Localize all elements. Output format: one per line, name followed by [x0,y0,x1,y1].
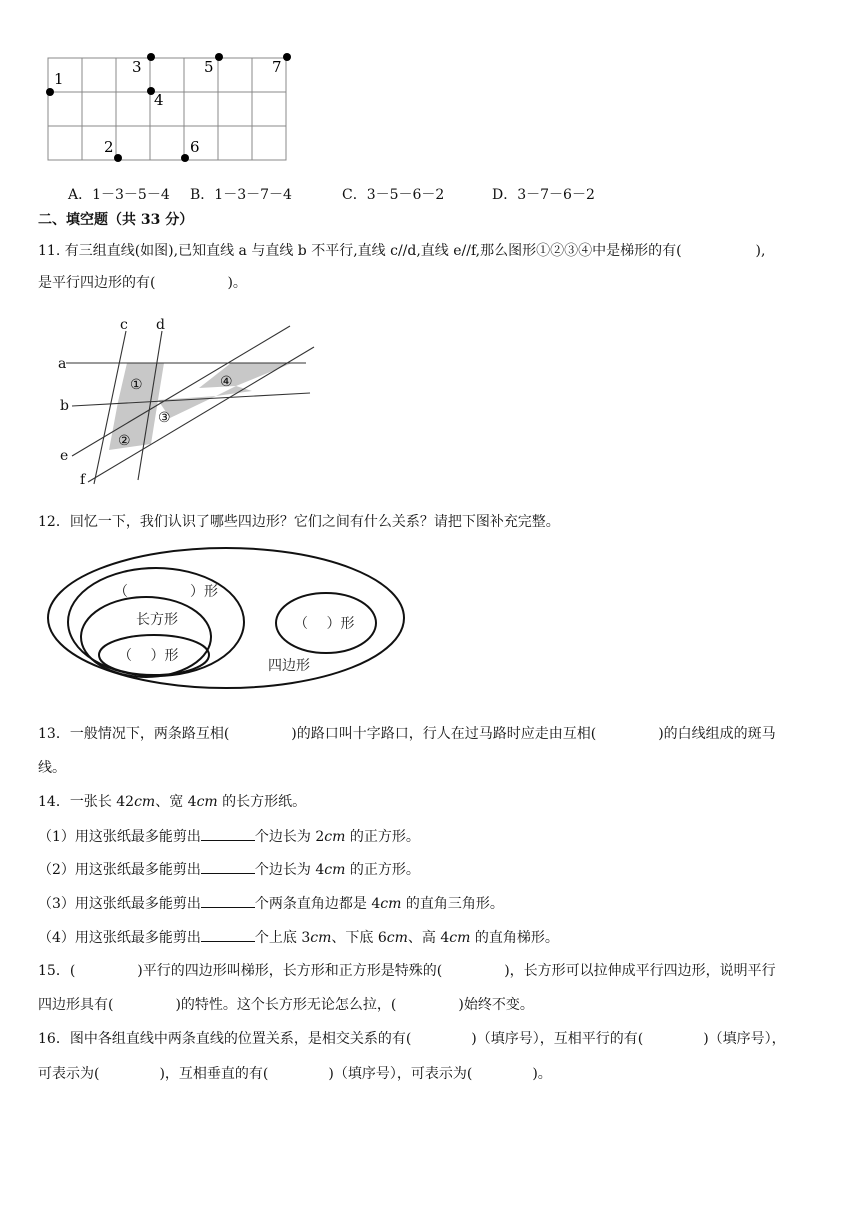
q14-item-4-unit-1: cm [310,930,332,946]
q13-text-b: )的路口叫十字路口，行人在过马路时应走由互相( [291,726,597,742]
grid-label-7: 7 [272,58,282,76]
q12-inner-label: （ ）形 [118,648,179,664]
q11-label-c: c [120,317,128,333]
q15-l2-c: )始终不变。 [458,997,534,1013]
q11-line2 [38,273,247,293]
q14-stem-a: 14．一张长 42 [38,794,135,810]
q14-item-1-blank[interactable] [201,826,255,841]
q15-l1-a: 15．( [38,963,76,979]
q14-item-3-pre: （3）用这张纸最多能剪出 [38,896,201,912]
q11-label-e: e [60,448,69,464]
q12-right-label: （ ）形 [294,616,355,632]
q14-item-4-c: 、高 4 [407,930,450,946]
q11-line1 [38,241,765,261]
q12-outer-label: 四边形 [268,658,310,674]
q11-region-1: ① [130,377,143,393]
q14-item-1 [38,826,420,847]
q11-region-3: ③ [158,410,171,426]
q11-label-f: f [80,472,86,488]
q15-line2 [38,995,534,1015]
q14-item-1-unit: cm [324,829,346,845]
q10-option-d[interactable]: D．3－7－6－2 [492,187,595,203]
q14-item-1-post-a: 个边长为 2 [254,829,325,845]
grid-label-4: 4 [154,91,164,109]
q15-line1 [38,961,776,981]
q14-item-4-d: 的直角梯形。 [470,930,559,946]
q11-label-d: d [156,317,165,333]
q11-label-b: b [60,398,69,414]
grid-point-1 [46,88,54,96]
q14-item-2 [38,859,420,880]
grid-label-5: 5 [204,58,214,76]
q14-item-4-b: 、下底 6 [331,930,387,946]
q14-stem-c: 的长方形纸。 [217,794,307,810]
q13-line1 [38,724,776,744]
q12-rect-label: 长方形 [136,612,178,628]
q13-text-a: 13．一般情况下，两条路互相( [38,726,230,742]
q12-mid-label-close: ）形 [190,584,218,600]
q14-item-2-post-a: 个边长为 4 [254,862,325,878]
q12-mid-label-open: （ [114,584,128,600]
q14-item-3-post-b: 的直角三角形。 [401,896,504,912]
q14-item-1-post-b: 的正方形。 [345,829,420,845]
q14-item-2-pre: （2）用这张纸最多能剪出 [38,862,201,878]
grid-point-5 [215,53,223,61]
q14-stem-b: 、宽 4 [155,794,197,810]
q11-line1-end: ), [755,243,766,259]
q16-l1-b: )（填序号），互相平行的有( [471,1031,644,1047]
q11-lines-figure [56,314,326,490]
q15-l2-b: )的特性。这个长方形无论怎么拉，( [175,997,397,1013]
q11-line2-text: 是平行四边形的有( [38,275,156,291]
q16-l2-b: )，互相垂直的有( [159,1066,269,1082]
q10-option-c[interactable]: C．3－5－6－2 [342,187,445,203]
q16-line2 [38,1064,552,1084]
q11-line1-text: 11. 有三组直线(如图),已知直线 a 与直线 b 不平行,直线 c//d,直线 e//f,那么图形①②③④中是梯形的有( [38,243,682,259]
q14-item-4-pre: （4）用这张纸最多能剪出 [38,930,201,946]
q16-l2-c: )（填序号），可表示为( [328,1066,473,1082]
q14-item-4 [38,927,559,948]
q14-item-4-unit-2: cm [386,930,408,946]
q14-stem-unit-2: cm [196,794,218,810]
grid-point-7 [283,53,291,61]
q14-item-3-unit: cm [380,896,402,912]
grid-label-2: 2 [104,138,114,156]
grid-point-2 [114,154,122,162]
q15-l1-b: )平行的四边形叫梯形，长方形和正方形是特殊的( [137,963,443,979]
section-heading: 二、填空题（共 33 分） [38,212,194,228]
q11-line2-end: )。 [227,275,247,291]
q11-region-2: ② [118,433,131,449]
q16-l1-c: )（填序号）， [703,1031,786,1047]
q14-item-3 [38,893,504,914]
q14-stem [38,792,306,812]
q15-l2-a: 四边形具有( [38,997,114,1013]
q11-region-4: ④ [220,374,233,390]
grid-label-1: 1 [54,70,64,88]
q12-venn-diagram [44,544,410,692]
q14-item-1-pre: （1）用这张纸最多能剪出 [38,829,201,845]
q16-line1 [38,1029,786,1049]
q14-stem-unit-1: cm [134,794,156,810]
q14-item-2-unit: cm [324,862,346,878]
q10-option-b[interactable]: B．1－3－7－4 [190,187,292,203]
q11-label-a: a [58,356,67,372]
q15-l1-c: )，长方形可以拉伸成平行四边形，说明平行 [504,963,776,979]
q14-item-4-blank[interactable] [201,927,255,942]
q16-l2-a: 可表示为( [38,1066,100,1082]
grid-point-6 [181,154,189,162]
q14-item-3-post-a: 个两条直角边都是 4 [254,896,381,912]
q14-item-4-unit-3: cm [449,930,471,946]
grid-figure [40,48,300,166]
q16-l1-a: 16．图中各组直线中两条直线的位置关系，是相交关系的有( [38,1031,412,1047]
q13-line2: 线。 [38,760,66,776]
q14-item-2-post-b: 的正方形。 [345,862,420,878]
grid-label-3: 3 [132,58,142,76]
q14-item-2-blank[interactable] [201,859,255,874]
q10-option-a[interactable]: A．1－3－5－4 [68,187,170,203]
q13-text-c: )的白线组成的斑马 [658,726,776,742]
q16-l2-d: )。 [532,1066,552,1082]
grid-point-3 [147,53,155,61]
q14-item-4-a: 个上底 3 [254,930,311,946]
q14-item-3-blank[interactable] [201,893,255,908]
grid-label-6: 6 [190,138,200,156]
q12-question: 12．回忆一下，我们认识了哪些四边形？它们之间有什么关系？请把下图补充完整。 [38,514,560,530]
